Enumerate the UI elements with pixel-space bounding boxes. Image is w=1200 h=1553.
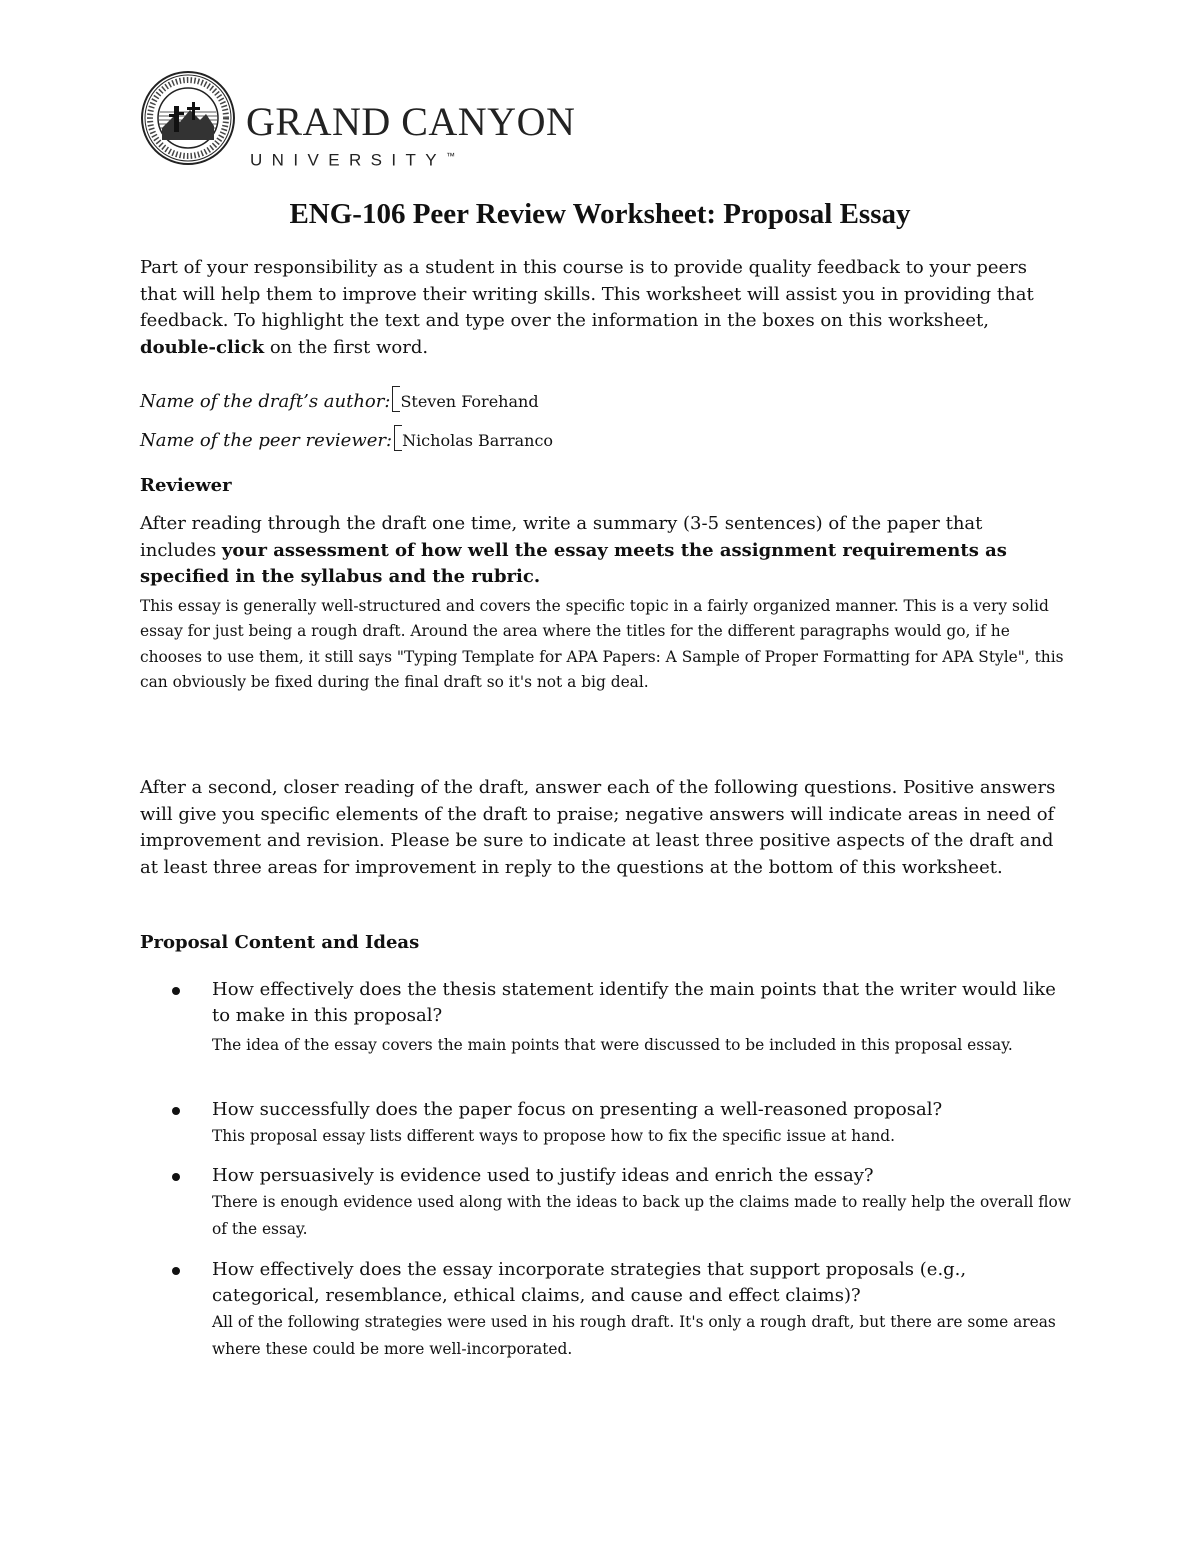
- reviewer-value[interactable]: Nicholas Barranco: [402, 431, 554, 450]
- intro-paragraph: Part of your responsibility as a student in this course is to provide quality feedback to your peers that will help them to improve their writing skills. This worksheet will assist you in providing that feedback. To highlight the text and type over the information in the boxes on this worksheet, double-click on the first word.: [140, 257, 1034, 358]
- question-text: How successfully does the paper focus on presenting a well-reasoned proposal?: [212, 1099, 943, 1120]
- bullet-icon: [172, 987, 180, 995]
- bullet-icon: [172, 1107, 180, 1115]
- author-field: [140, 386, 539, 415]
- assessment-emphasis: your assessment of how well the essay meets the assignment requirements as specified in the syllabus and the rubric.: [140, 539, 1007, 587]
- trademark-symbol: ™: [446, 151, 456, 161]
- author-value[interactable]: Steven Forehand: [400, 392, 539, 411]
- double-click-emphasis: double-click: [140, 336, 265, 358]
- reviewer-heading: Reviewer: [140, 475, 232, 496]
- question-text: How persuasively is evidence used to justify ideas and enrich the essay?: [212, 1165, 874, 1186]
- content-ideas-heading: Proposal Content and Ideas: [140, 932, 420, 953]
- form-field-bracket: [394, 425, 402, 451]
- question-text: How effectively does the essay incorporate strategies that support proposals (e.g., categorical, resemblance, ethical claims, and cause and effect claims)?: [212, 1259, 967, 1306]
- reviewer-field: [140, 425, 553, 454]
- reviewer-instruction: After reading through the draft one time, write a summary (3-5 sentences) of the paper that includes your assessment of how well the essay meets the assignment requirements as specified in the syllabus and the rubric.: [140, 513, 1007, 587]
- university-wordmark: [246, 99, 576, 171]
- answer-text[interactable]: All of the following strategies were used in his rough draft. It's only a rough draft, but there are some areas where these could be more well-incorporated.: [212, 1313, 1056, 1358]
- answer-text[interactable]: This proposal essay lists different ways to propose how to fix the specific issue at hand.: [212, 1127, 896, 1145]
- university-subtitle: UNIVERSITY: [250, 150, 447, 170]
- second-reading-paragraph: After a second, closer reading of the draft, answer each of the following questions. Positive answers will give you specific elements of the draft to praise; negative answers will indicate areas in need of improvement and revision. Please be sure to indicate at least three positive aspects of the draft and at least three areas for improvement in reply to the questions at the bottom of this worksheet.: [140, 777, 1056, 878]
- author-label: Name of the draft’s author:: [140, 391, 391, 412]
- answer-text[interactable]: There is enough evidence used along with the ideas to back up the claims made to really help the overall flow of the essay.: [212, 1193, 1071, 1238]
- university-seal-icon: [140, 70, 236, 166]
- reviewer-summary[interactable]: This essay is generally well-structured and covers the specific topic in a fairly organized manner. This is a very solid essay for just being a rough draft. Around the area where the titles for the different paragraphs would go, if he chooses to use them, it still says "Typing Template for APA Papers: A Sample of Proper Formatting for APA Style", this can obviously be fixed during the final draft so it's not a big deal.: [140, 597, 1064, 691]
- bullet-icon: [172, 1267, 180, 1275]
- reviewer-label: Name of the peer reviewer:: [140, 430, 393, 451]
- question-text: How effectively does the thesis statement identify the main points that the writer would like to make in this proposal?: [212, 979, 1056, 1026]
- answer-text[interactable]: The idea of the essay covers the main points that were discussed to be included in this proposal essay.: [212, 1036, 1013, 1054]
- page-title: ENG-106 Peer Review Worksheet: Proposal Essay: [289, 198, 911, 230]
- university-logo: [140, 70, 580, 170]
- university-name: GRAND CANYON: [246, 99, 576, 144]
- bullet-icon: [172, 1173, 180, 1181]
